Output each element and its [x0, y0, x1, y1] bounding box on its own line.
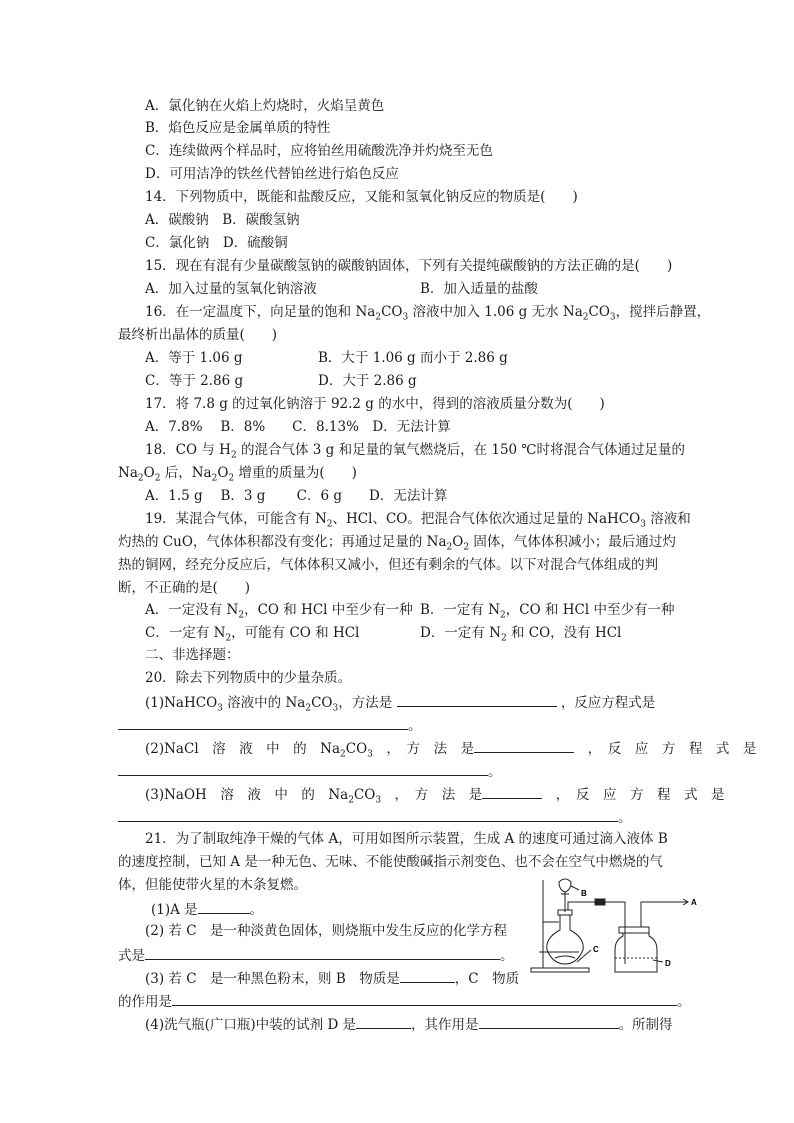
q21-line1: 21．为了制取纯净干燥的气体 A，可用如图所示装置，生成 A 的速度可通过滴入液体 B — [145, 831, 668, 847]
q14-stem: 14．下列物质中，既能和盐酸反应，又能和氢氧化钠反应的物质是( ) — [145, 189, 578, 205]
q21-part2-line2: 式是 。 — [118, 944, 514, 966]
q19-line1: 19．某混合气体，可能含有 $N_2$、HCl、CO。把混合气体依次通过足量的 NaHCO$_3$ 溶液和 — [145, 511, 691, 530]
q17-stem: 17．将 7.8 g 的过氧化钠溶于 92.2 g 的水中，得到的溶液质量分数为( ) — [145, 396, 605, 412]
q21-part4-purpose-blank[interactable] — [479, 1013, 619, 1029]
q20-part2-method-blank[interactable] — [474, 737, 574, 753]
q20-part3-line2: 。 — [118, 806, 632, 828]
q21-part3-line1: (3) 若 C 是一种黑色粉末，则 B 物质是 ，C 物质 — [145, 967, 519, 989]
q13-option-a: A．氯化钠在火焰上灼烧时，火焰呈黄色 — [145, 98, 385, 114]
q13-option-b: B．焰色反应是金属单质的特性 — [145, 120, 331, 136]
q17-options: A．7.8% B．8% C．8.13% D．无法计算 — [145, 419, 451, 435]
q16-option-b: B．大于 1.06 g 而小于 2.86 g — [318, 350, 508, 366]
outlet-tube — [641, 902, 675, 927]
apparatus-diagram — [525, 872, 715, 978]
leader-d — [653, 960, 663, 962]
tube-connector — [595, 899, 605, 905]
q20-part2-equation-blank[interactable] — [118, 760, 488, 776]
q13-option-d: D．可用洁净的铁丝代替铂丝进行焰色反应 — [145, 166, 399, 182]
q20-part3: (3)NaOH 溶 液 中 的 $Na_2CO_3$ ， 方 法 是 ， 反 应 方 程 式 是 — [145, 783, 725, 811]
q15-option-b: B．加入适量的盐酸 — [420, 281, 538, 297]
q20-part3-equation-blank[interactable] — [118, 806, 618, 822]
q13-option-c: C．连续做两个样品时，应将铂丝用硫酸洗净并灼烧至无色 — [145, 143, 493, 159]
q21-part1: (1)A 是 。 — [151, 898, 263, 920]
q19-line4: 断，不正确的是( ) — [118, 580, 251, 596]
q21-part3-line2: 的作用是 。 — [118, 990, 691, 1012]
q15-stem: 15．现在有混有少量碳酸氢钠的碳酸钠固体，下列有关提纯碳酸钠的方法正确的是( ) — [145, 258, 673, 274]
delivery-tube — [568, 902, 625, 930]
q15-option-a: A．加入过量的氢氧化钠溶液 — [145, 281, 317, 297]
q19-line2: 灼热的 CuO，气体体积都没有变化；再通过足量的 $Na_2O_2$ 固体，气体体积减小；最后通过灼 — [118, 534, 676, 553]
q19-option-a: A．一定没有 $N_2$，CO 和 HCl 中至少有一种 — [145, 602, 413, 621]
bottle-stopper — [619, 927, 649, 933]
q21-part3-b-blank[interactable] — [400, 967, 455, 983]
q16-option-d: D．大于 2.86 g — [318, 373, 417, 389]
q14-options-ab: A．碳酸钠 B．碳酸氢钠 — [145, 212, 300, 228]
q21-part3-c-blank[interactable] — [172, 990, 677, 1006]
q19-option-b: B．一定有 $N_2$，CO 和 HCl 中至少有一种 — [420, 602, 675, 621]
q20-part1-line2: 。 — [118, 714, 422, 736]
q21-line3: 体，但能使带火星的木条复燃。 — [118, 877, 307, 893]
q20-part3-method-blank[interactable] — [482, 783, 542, 799]
label-b: B — [581, 889, 587, 898]
q19-option-d: D．一定有 $N_2$ 和 CO，没有 HCl — [420, 625, 622, 644]
wash-bottle — [615, 933, 657, 972]
q20-part1-equation-blank[interactable] — [118, 714, 408, 730]
q18-stem-line2: $Na_2O_2$ 后，$Na_2O_2$ 增重的质量为( ) — [118, 465, 357, 484]
q16-stem: 16．在一定温度下，向足量的饱和 $Na_2CO_3$ 溶液中加入 1.06 g 无水 $Na_2CO_3$，搅拌后静置， — [145, 304, 711, 323]
label-a: A — [691, 898, 697, 907]
q16-option-c: C．等于 2.86 g — [145, 373, 244, 389]
q21-part2-line1: (2) 若 C 是一种淡黄色固体，则烧瓶中发生反应的化学方程 — [145, 923, 508, 939]
q21-part4: (4)洗气瓶(广口瓶)中装的试剂 D 是 ，其作用是 。所制得 — [145, 1013, 673, 1035]
label-d: D — [665, 959, 671, 968]
label-c: C — [593, 945, 599, 954]
dropping-funnel — [559, 879, 571, 892]
q16-stem-line2: 最终析出晶体的质量( ) — [118, 327, 278, 343]
q21-part4-d-blank[interactable] — [356, 1013, 411, 1029]
flask-solid — [555, 956, 575, 958]
leader-b — [571, 886, 579, 890]
q14-options-cd: C．氯化钠 D．硫酸铜 — [145, 235, 288, 251]
q18-options: A．1.5 g B．3 g C．6 g D．无法计算 — [145, 488, 448, 504]
q19-option-c: C．一定有 $N_2$，可能有 CO 和 HCl — [145, 625, 360, 644]
q21-part2-blank[interactable] — [145, 944, 500, 960]
q20-stem: 20．除去下列物质中的少量杂质。 — [145, 670, 352, 686]
q21-part1-blank[interactable] — [198, 898, 250, 914]
q20-part1: (1)NaHCO$_3$ 溶液中的 $Na_2CO_3$，方法是 ，反应方程式是 — [145, 691, 655, 719]
q21-line2: 的速度控制，已知 A 是一种无色、无味、不能使酸碱指示剂变色、也不会在空气中燃烧的气 — [118, 854, 663, 870]
q19-line3: 热的铜网，经充分反应后，气体体积又减小，但还有剩余的气体。以下对混合气体组成的判 — [118, 557, 658, 573]
q20-part2: (2)NaCl 溶 液 中 的 $Na_2CO_3$ ， 方 法 是 ， 反 应 方 程 式 是 — [145, 737, 756, 765]
section-heading: 二、非选择题： — [145, 647, 240, 663]
q16-option-a: A．等于 1.06 g — [145, 350, 243, 366]
q20-part1-method-blank[interactable] — [397, 691, 557, 707]
q18-stem: 18．CO 与 $H_2$ 的混合气体 3 g 和足量的氧气燃烧后，在 150 ℃时将混合气体通过足量的 — [145, 442, 686, 461]
stand-base — [531, 968, 589, 972]
q20-part2-line2: 。 — [118, 760, 502, 782]
